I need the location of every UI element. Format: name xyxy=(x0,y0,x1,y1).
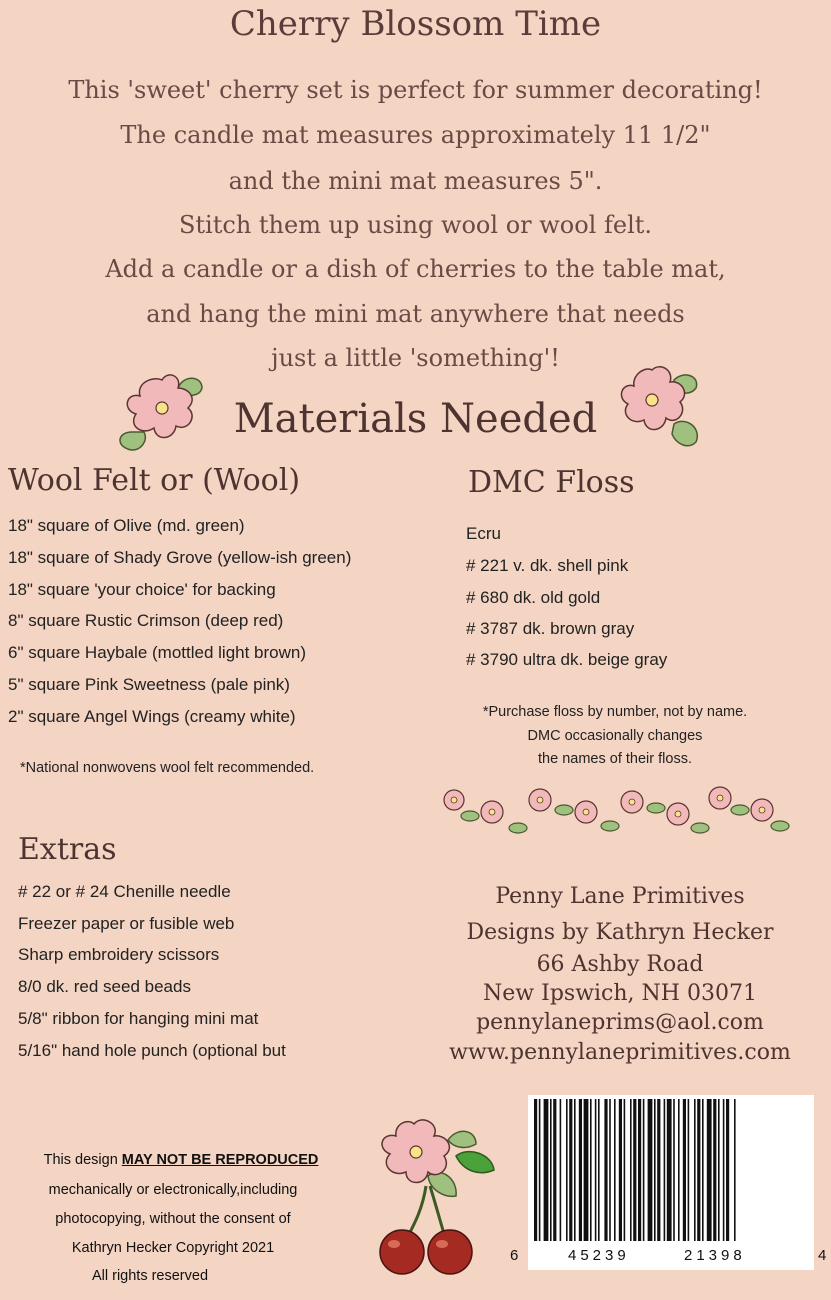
barcode-bars xyxy=(528,1095,814,1245)
barcode-bar xyxy=(654,1099,656,1241)
barcode-bar xyxy=(624,1099,626,1241)
extras-item: 5/8" ribbon for hanging mini mat xyxy=(18,1009,259,1028)
extras-heading: Extras xyxy=(18,832,117,867)
barcode-bar xyxy=(643,1099,645,1241)
intro-line-5: Add a candle or a dish of cherries to the table mat, xyxy=(105,255,726,283)
barcode-bar xyxy=(707,1099,712,1241)
barcode-bar xyxy=(544,1099,549,1241)
blossom-icon-right xyxy=(612,364,704,454)
legal-line-1 xyxy=(0,1152,362,1168)
extras-item: Freezer paper or fusible web xyxy=(18,914,235,933)
legal-line-1-prefix: This design xyxy=(43,1152,122,1168)
barcode-digit-last: 4 xyxy=(818,1247,827,1264)
legal-line-3: photocopying, without the consent of xyxy=(55,1211,291,1227)
dmc-note-line: *Purchase floss by number, not by name. xyxy=(482,704,748,720)
page-title: Cherry Blossom Time xyxy=(229,4,602,44)
intro-line-2: The candle mat measures approximately 11 1/2" xyxy=(120,121,711,149)
barcode-bar xyxy=(619,1099,622,1241)
designer-name: Designs by Kathryn Hecker xyxy=(466,920,774,945)
barcode-bar xyxy=(713,1099,716,1241)
barcode-bar xyxy=(683,1099,686,1241)
email-address: pennylaneprims@aol.com xyxy=(476,1010,764,1035)
legal-line-5: All rights reserved xyxy=(91,1268,209,1284)
barcode-group-left: 45239 xyxy=(568,1247,630,1264)
barcode-bar xyxy=(539,1099,541,1241)
barcode-bar xyxy=(667,1099,672,1241)
barcode-bar xyxy=(734,1099,736,1241)
legal-line-2: mechanically or electronically,including xyxy=(48,1182,298,1198)
barcode-bar xyxy=(574,1099,576,1241)
dmc-note-line: DMC occasionally changes xyxy=(527,728,703,744)
extras-item: 8/0 dk. red seed beads xyxy=(18,977,191,996)
dmc-item: # 3790 ultra dk. beige gray xyxy=(466,650,668,669)
city-address: New Ipswich, NH 03071 xyxy=(483,981,757,1006)
barcode-bar xyxy=(657,1099,660,1241)
barcode-bar xyxy=(702,1099,704,1241)
street-address: 66 Ashby Road xyxy=(536,952,704,977)
barcode-bar xyxy=(694,1099,696,1241)
barcode-bar xyxy=(673,1099,675,1241)
barcode-bar xyxy=(550,1099,552,1241)
extras-item: 5/16" hand hole punch (optional but xyxy=(18,1041,286,1060)
extras-item: Sharp embroidery scissors xyxy=(18,945,220,964)
wool-item: 18" square of Olive (md. green) xyxy=(8,516,245,535)
barcode-bar xyxy=(630,1099,632,1241)
intro-line-6: and hang the mini mat anywhere that needs xyxy=(146,300,685,328)
blossom-garland-icon xyxy=(440,776,796,848)
barcode-bar xyxy=(579,1099,582,1241)
barcode-bar xyxy=(609,1099,611,1241)
barcode-bar xyxy=(614,1099,616,1241)
dmc-item: Ecru xyxy=(466,524,501,543)
wool-item: 5" square Pink Sweetness (pale pink) xyxy=(8,675,290,694)
barcode-bar xyxy=(584,1099,589,1241)
barcode-bar xyxy=(664,1099,666,1241)
materials-heading: Materials Needed xyxy=(233,396,598,442)
barcode-bar xyxy=(688,1099,690,1241)
wool-heading: Wool Felt or (Wool) xyxy=(8,463,301,498)
website-url: www.pennylaneprimitives.com xyxy=(449,1040,791,1065)
intro-line-1: This 'sweet' cherry set is perfect for summer decorating! xyxy=(68,76,763,104)
extras-item: # 22 or # 24 Chenille needle xyxy=(18,882,231,901)
wool-item: 18" square 'your choice' for backing xyxy=(8,580,276,599)
barcode-group-right: 21398 xyxy=(684,1247,746,1264)
wool-item: 2" square Angel Wings (creamy white) xyxy=(8,707,296,726)
barcode-bar xyxy=(633,1099,636,1241)
barcode-bar xyxy=(590,1099,592,1241)
barcode-bar xyxy=(566,1099,568,1241)
barcode-bar xyxy=(638,1099,641,1241)
wool-item: 6" square Haybale (mottled light brown) xyxy=(8,643,307,662)
barcode-bar xyxy=(723,1099,725,1241)
wool-item: 8" square Rustic Crimson (deep red) xyxy=(8,611,284,630)
barcode-bar xyxy=(648,1099,653,1241)
company-name: Penny Lane Primitives xyxy=(495,884,745,909)
cherries-icon xyxy=(368,1116,498,1276)
barcode-bar xyxy=(678,1099,680,1241)
barcode-bar xyxy=(697,1099,700,1241)
barcode-bar xyxy=(553,1099,556,1241)
dmc-item: # 680 dk. old gold xyxy=(466,588,601,607)
wool-item: 18" square of Shady Grove (yellow-ish green) xyxy=(8,548,352,567)
wool-note: *National nonwovens wool felt recommended. xyxy=(20,760,315,776)
dmc-item: # 3787 dk. brown gray xyxy=(466,619,635,638)
dmc-item: # 221 v. dk. shell pink xyxy=(466,556,629,575)
dmc-heading: DMC Floss xyxy=(468,465,635,500)
barcode-bar xyxy=(598,1099,600,1241)
intro-line-4: Stitch them up using wool or wool felt. xyxy=(178,211,653,239)
barcode-bar xyxy=(595,1099,597,1241)
barcode-bar xyxy=(569,1099,572,1241)
barcode-bar xyxy=(726,1099,729,1241)
legal-line-4: Kathryn Hecker Copyright 2021 xyxy=(71,1240,275,1256)
barcode-bar xyxy=(534,1099,537,1241)
intro-line-7: just a little 'something'! xyxy=(271,344,560,372)
intro-line-3: and the mini mat measures 5". xyxy=(228,167,603,195)
barcode xyxy=(510,1095,827,1270)
dmc-note-line: the names of their floss. xyxy=(538,751,692,767)
barcode-bar xyxy=(604,1099,607,1241)
legal-emphasis: MAY NOT BE REPRODUCED xyxy=(121,1152,319,1168)
barcode-bar xyxy=(718,1099,720,1241)
barcode-digit-first: 6 xyxy=(510,1247,519,1264)
barcode-bar xyxy=(560,1099,562,1241)
